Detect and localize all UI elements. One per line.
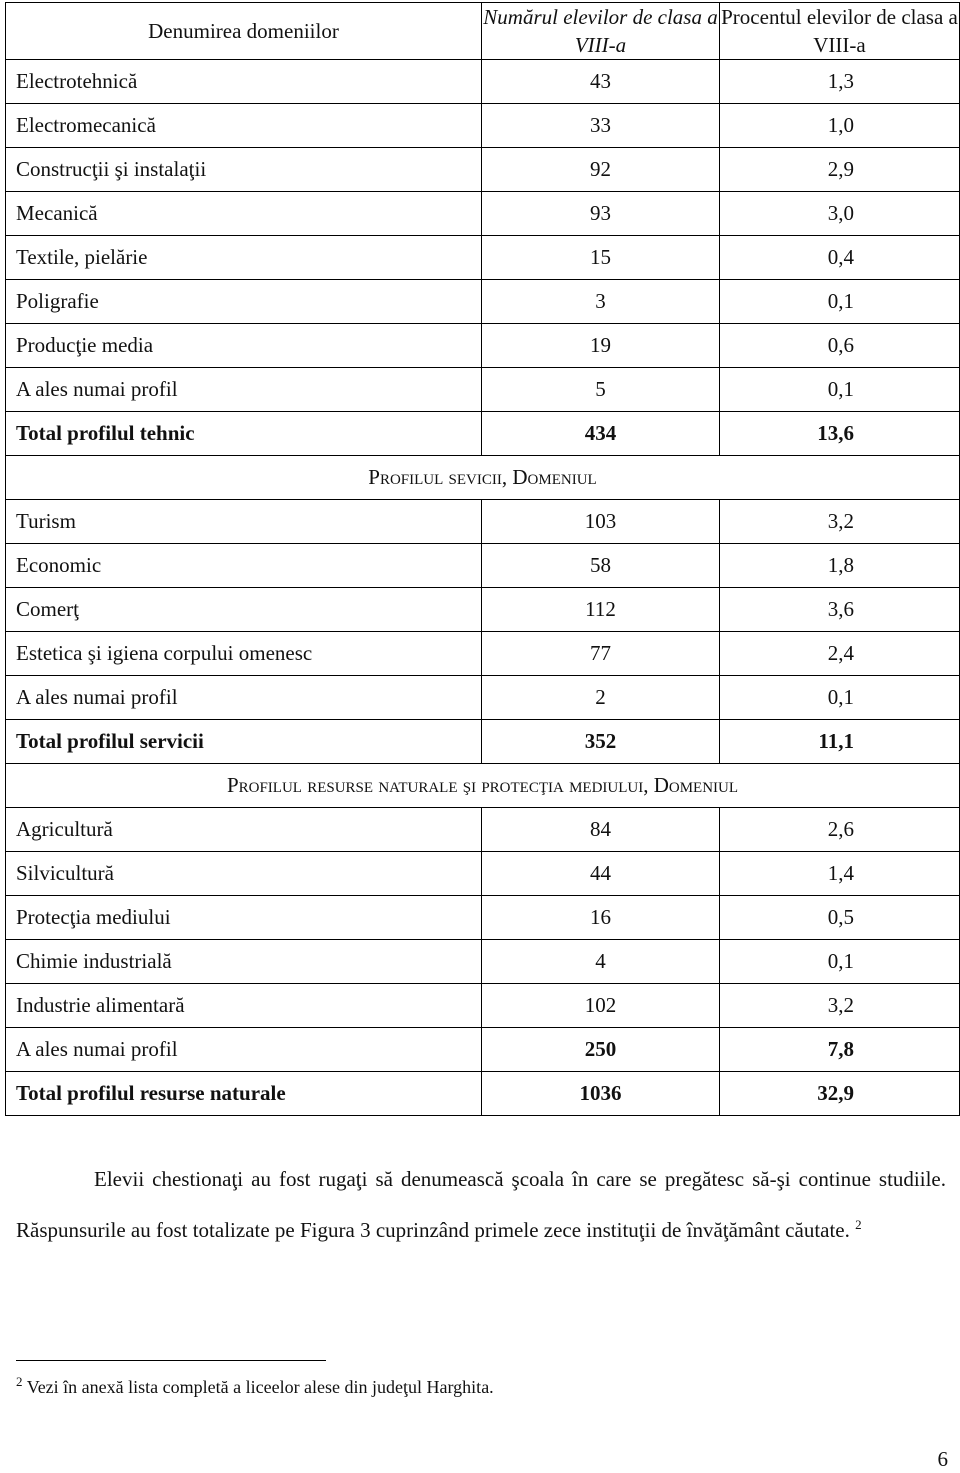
student-count-cell: 43 — [482, 60, 720, 104]
footnote — [16, 1374, 494, 1398]
domain-name-cell: Construcţii şi instalaţii — [6, 148, 482, 192]
table-section-row — [6, 456, 960, 500]
student-count-cell: 19 — [482, 324, 720, 368]
student-percent-cell: 0,5 — [720, 896, 960, 940]
student-percent-cell: 7,8 — [720, 1028, 960, 1072]
domain-name-cell: Industrie alimentară — [6, 984, 482, 1028]
student-percent-cell: 2,9 — [720, 148, 960, 192]
student-percent-cell: 1,0 — [720, 104, 960, 148]
domain-name-cell: Total profilul resurse naturale — [6, 1072, 482, 1116]
student-count-cell: 250 — [482, 1028, 720, 1072]
section-heading: Profilul sevicii, Domeniul — [6, 456, 960, 500]
student-percent-cell: 13,6 — [720, 412, 960, 456]
table-row — [6, 324, 960, 368]
student-count-cell: 103 — [482, 500, 720, 544]
domain-name-cell: A ales numai profil — [6, 676, 482, 720]
domain-name-cell: Mecanică — [6, 192, 482, 236]
student-percent-cell: 0,4 — [720, 236, 960, 280]
domain-name-cell: Textile, pielărie — [6, 236, 482, 280]
table-row — [6, 104, 960, 148]
table-row — [6, 588, 960, 632]
table-row — [6, 544, 960, 588]
body-paragraph — [16, 1157, 946, 1253]
domain-name-cell: Turism — [6, 500, 482, 544]
domain-name-cell: Silvicultură — [6, 852, 482, 896]
student-count-cell: 434 — [482, 412, 720, 456]
table-row — [6, 368, 960, 412]
paragraph-text: Elevii chestionaţi au fost rugaţi să denumească şcoala în care se pregătesc să-şi continue studiile. Răspunsurile au fost totalizate pe Figura 3 cuprinzând primele zece instituţii de învăţământ căutate. — [16, 1167, 946, 1242]
domain-name-cell: Electromecanică — [6, 104, 482, 148]
domain-name-cell: Comerţ — [6, 588, 482, 632]
table-row — [6, 148, 960, 192]
student-count-cell: 112 — [482, 588, 720, 632]
student-count-cell: 1036 — [482, 1072, 720, 1116]
table-total-row — [6, 1072, 960, 1116]
section-heading: Profilul resurse naturale şi protecţia mediului, Domeniul — [6, 764, 960, 808]
domain-name-cell: Total profilul servicii — [6, 720, 482, 764]
table-row — [6, 632, 960, 676]
table-row — [6, 236, 960, 280]
table-row — [6, 896, 960, 940]
student-percent-cell: 0,1 — [720, 676, 960, 720]
student-percent-cell: 3,6 — [720, 588, 960, 632]
table-row — [6, 192, 960, 236]
table-total-row — [6, 720, 960, 764]
student-percent-cell: 0,1 — [720, 940, 960, 984]
domains-table — [5, 2, 960, 1116]
student-count-cell: 4 — [482, 940, 720, 984]
footnote-reference[interactable]: 2 — [855, 1217, 862, 1232]
domain-name-cell: Producţie media — [6, 324, 482, 368]
table-row — [6, 808, 960, 852]
header-student-count: Numărul elevilor de clasa a VIII-a — [482, 3, 720, 60]
student-percent-cell: 1,8 — [720, 544, 960, 588]
student-percent-cell: 11,1 — [720, 720, 960, 764]
student-count-cell: 3 — [482, 280, 720, 324]
domain-name-cell: Protecţia mediului — [6, 896, 482, 940]
student-percent-cell: 1,4 — [720, 852, 960, 896]
domain-name-cell: Economic — [6, 544, 482, 588]
student-count-cell: 5 — [482, 368, 720, 412]
student-count-cell: 92 — [482, 148, 720, 192]
student-percent-cell: 2,6 — [720, 808, 960, 852]
table-row — [6, 984, 960, 1028]
domain-name-cell: A ales numai profil — [6, 368, 482, 412]
table-row — [6, 60, 960, 104]
student-percent-cell: 0,6 — [720, 324, 960, 368]
student-count-cell: 352 — [482, 720, 720, 764]
table-row — [6, 1028, 960, 1072]
table-row — [6, 500, 960, 544]
student-percent-cell: 3,2 — [720, 500, 960, 544]
student-percent-cell: 0,1 — [720, 368, 960, 412]
student-count-cell: 93 — [482, 192, 720, 236]
table-section-row — [6, 764, 960, 808]
student-percent-cell: 0,1 — [720, 280, 960, 324]
student-percent-cell: 3,2 — [720, 984, 960, 1028]
table-body — [6, 60, 960, 1116]
student-count-cell: 2 — [482, 676, 720, 720]
student-count-cell: 102 — [482, 984, 720, 1028]
student-count-cell: 77 — [482, 632, 720, 676]
domain-name-cell: Total profilul tehnic — [6, 412, 482, 456]
domain-name-cell: Chimie industrială — [6, 940, 482, 984]
student-count-cell: 16 — [482, 896, 720, 940]
domain-name-cell: Agricultură — [6, 808, 482, 852]
domain-name-cell: Poligrafie — [6, 280, 482, 324]
student-count-cell: 33 — [482, 104, 720, 148]
student-percent-cell: 2,4 — [720, 632, 960, 676]
footnote-marker: 2 — [16, 1374, 23, 1389]
table-row — [6, 852, 960, 896]
footnote-text: Vezi în anexă lista completă a liceelor alese din judeţul Harghita. — [26, 1377, 494, 1397]
student-percent-cell: 1,3 — [720, 60, 960, 104]
page-number: 6 — [937, 1447, 948, 1471]
table-total-row — [6, 412, 960, 456]
table-row — [6, 676, 960, 720]
footnote-separator — [16, 1360, 326, 1361]
domain-name-cell: A ales numai profil — [6, 1028, 482, 1072]
student-count-cell: 44 — [482, 852, 720, 896]
domain-name-cell: Estetica şi igiena corpului omenesc — [6, 632, 482, 676]
header-domain-name: Denumirea domeniilor — [6, 3, 482, 60]
student-percent-cell: 3,0 — [720, 192, 960, 236]
domain-name-cell: Electrotehnică — [6, 60, 482, 104]
table-header-row — [6, 3, 960, 60]
student-count-cell: 58 — [482, 544, 720, 588]
student-count-cell: 15 — [482, 236, 720, 280]
table-row — [6, 940, 960, 984]
student-percent-cell: 32,9 — [720, 1072, 960, 1116]
student-count-cell: 84 — [482, 808, 720, 852]
header-student-percent: Procentul elevilor de clasa a VIII-a — [720, 3, 960, 60]
table-row — [6, 280, 960, 324]
